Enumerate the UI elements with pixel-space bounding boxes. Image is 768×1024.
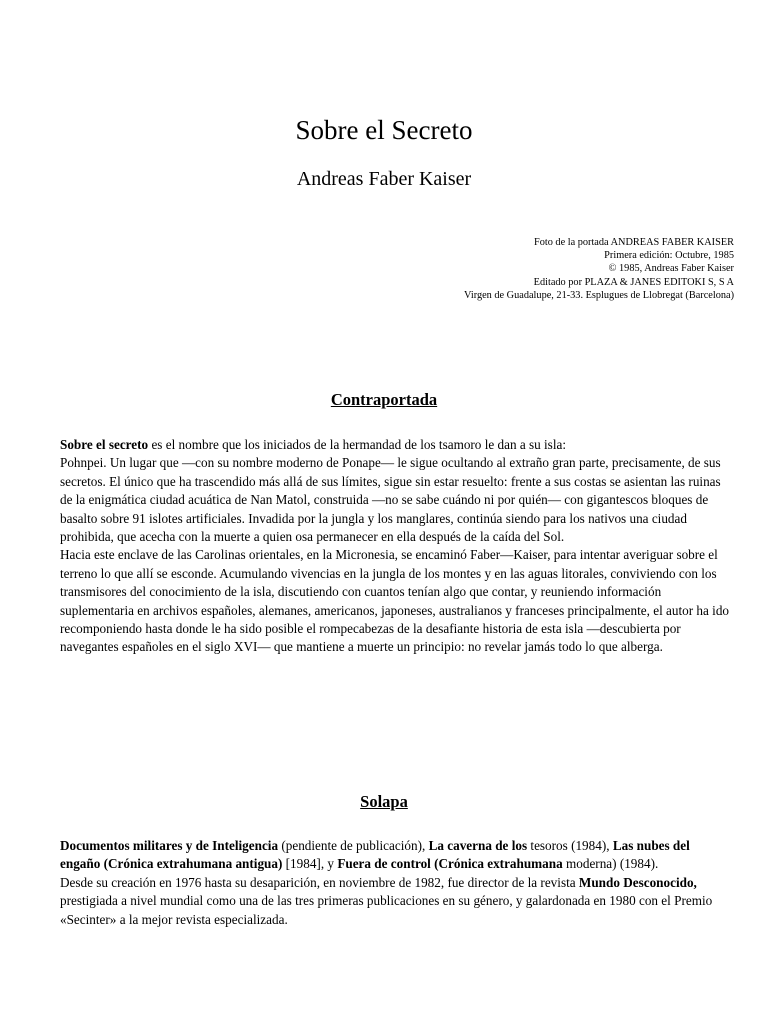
credit-line-publisher: Editado por PLAZA & JANES EDITOKI S, S A [533,276,734,288]
contraportada-paragraph-2: Pohnpei. Un lugar que —con su nombre moderno de Ponape— le sigue ocultando al extraño gran parte, precisamente, de sus secretos. El único que ha trascendido más allá de sus límites, sigue sin estar resuelto: frente a sus costas se asientan las ruinas de la enigmática ciudad acuática de Nan Matol, construida —no se sabe cuándo ni por quién— con gigantescos bloques de basalto sobre 91 islotes artificiales. Invadida por la jungla y los manglares, continúa siendo para los nativos una ciudad prohibida, que acecha con la muerte a quien osa permanecer en ella después de la caída del Sol. [60,455,721,545]
contraportada-body [60,436,732,657]
book-title-bold: Fuera de control (Crónica extrahumana [337,856,563,872]
contraportada-heading: Contraportada [330,390,438,409]
magazine-title-bold: Mundo Desconocido, [578,874,697,890]
contraportada-paragraph-3: Hacia este enclave de las Carolinas orientales, en la Micronesia, se encaminó Faber—Kaiser, para intentar averiguar sobre el terreno lo que allí se esconde. Acumulando vivencias en la jungla de los montes y en las aguas litorales, conviviendo con los transmisores del conocimiento de la isla, discutiendo con cuantos tenían algo que contar, y reuniendo información suplementaria en archivos españoles, alemanes, americanos, japoneses, australianos y franceses principalmente, el autor ha ido recomponiendo hasta donde le ha sido posible el rompecabezas de la desafiante historia de esta isla —descubierta por navegantes españoles en el siglo XVI— que mantiene a muerte un principio: no revelar jamás todo lo que alberga. [60,547,730,655]
solapa-body [60,837,732,929]
document-author: Andreas Faber Kaiser [296,168,472,190]
paragraph-text: es el nombre que los iniciados de la hermandad de los tsamoro le dan a su isla: [148,437,567,452]
paragraph-text: tesoros (1984), [527,838,613,853]
paragraph-text: (pendiente de publicación), [278,838,429,853]
book-title-bold: Sobre el secreto [60,437,149,452]
solapa-heading: Solapa [360,792,408,811]
credit-line-cover-photo: Foto de la portada ANDREAS FABER KAISER [533,237,734,248]
book-title-bold: La caverna de los [428,838,528,853]
credit-line-first-edition: Primera edición: Octubre, 1985 [604,250,734,262]
solapa-paragraph-1 [60,837,732,874]
paragraph-text: Desde su creación en 1976 hasta su desaparición, en noviembre de 1982, fue director de la revista [60,874,579,890]
credit-line-copyright: © 1985, Andreas Faber Kaiser [608,263,734,275]
credit-line-address: Virgen de Guadalupe, 21-33. Esplugues de Llobregat (Barcelona) [464,289,734,301]
paragraph-text: [1984], y [282,856,338,872]
document-title: Sobre el Secreto [295,115,473,145]
book-title-bold: Documentos militares y de Inteligencia [60,838,279,853]
solapa-paragraph-2 [60,874,732,929]
paragraph-text: moderna) (1984). [562,856,659,872]
contraportada-paragraph-1 [60,436,732,454]
book-title-bold: Las nubes del engaño (Crónica extrahumana antigua) [60,838,690,872]
publication-credits [464,236,734,302]
paragraph-text: prestigiada a nivel mundial como una de las tres primeras publicaciones en su género, y galardonada en 1980 con el Premio «Secinter» a la mejor revista especializada. [60,893,713,927]
